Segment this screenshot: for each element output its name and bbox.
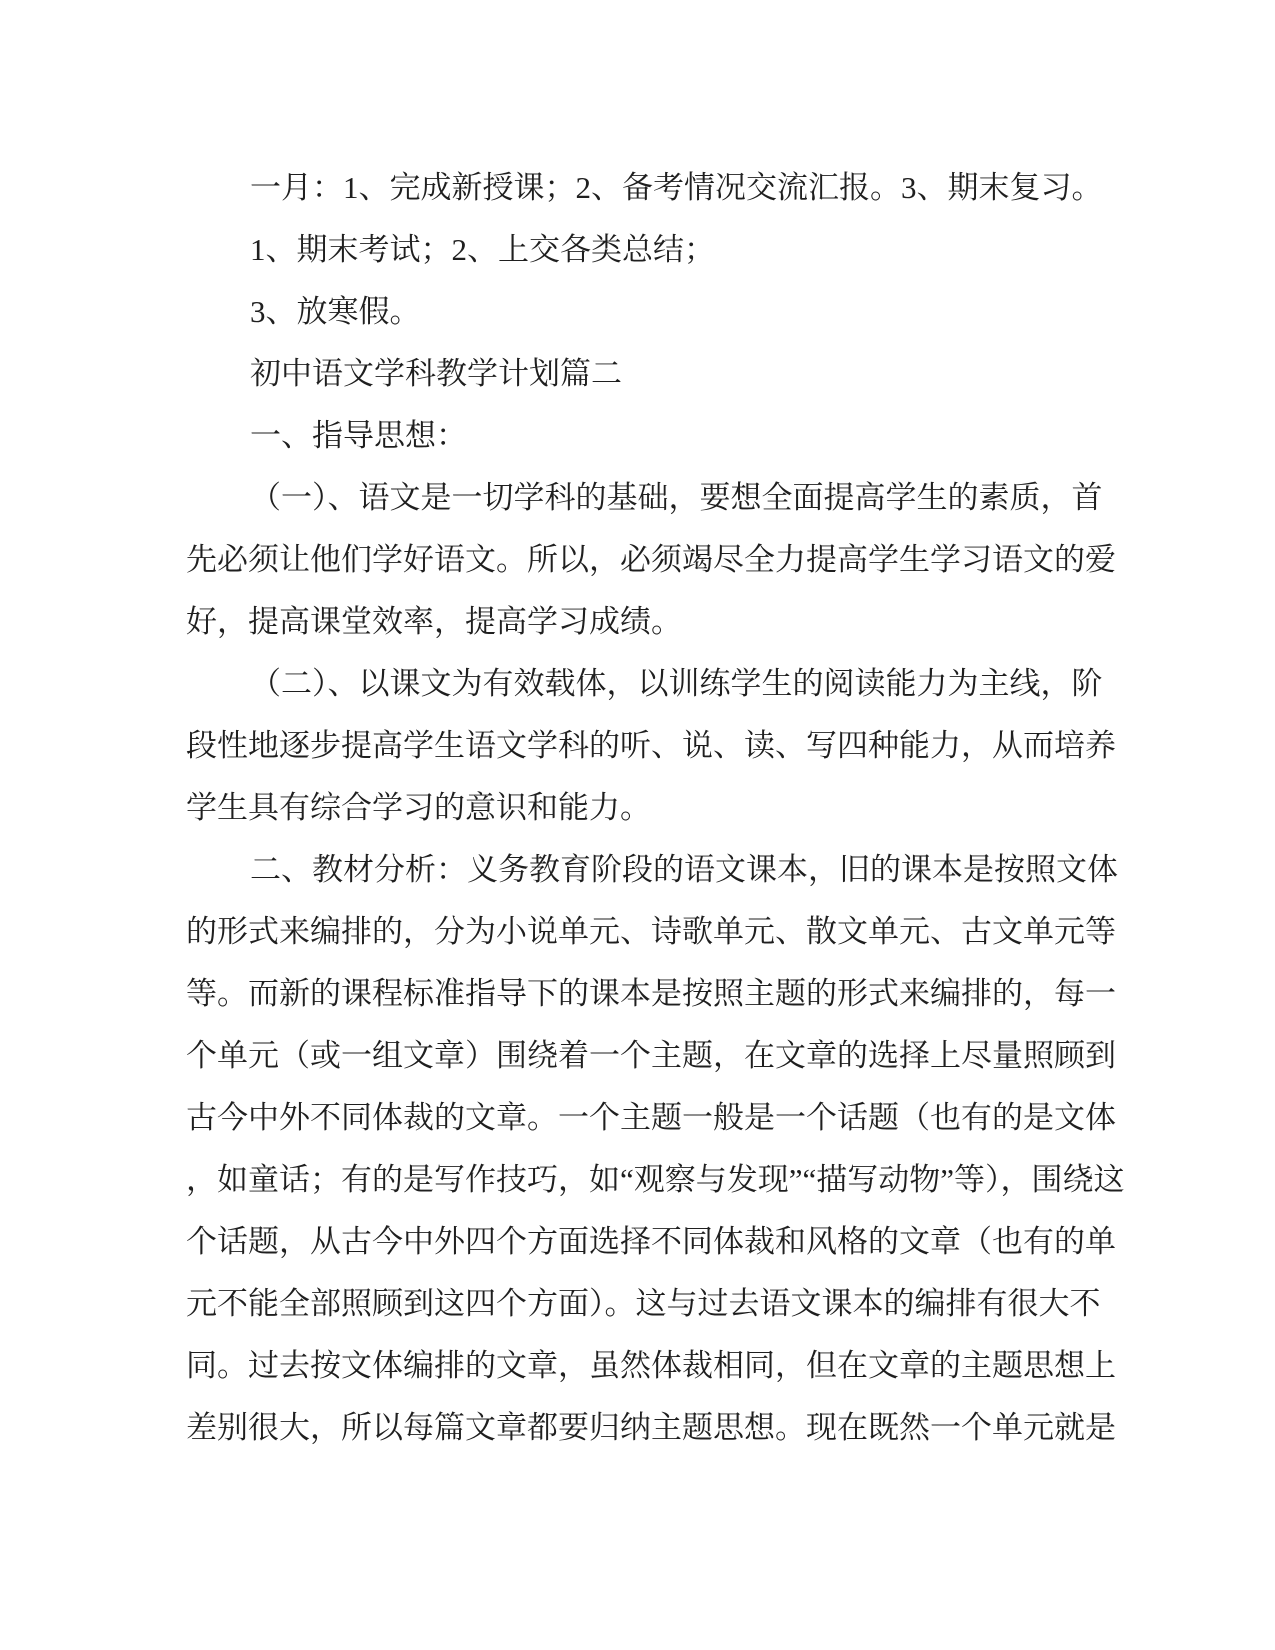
text-line: 同。过去按文体编排的文章，虽然体裁相同，但在文章的主题思想上 bbox=[186, 1348, 1116, 1383]
text-line: 初中语文学科教学计划篇二 bbox=[250, 356, 622, 391]
text-line: 古今中外不同体裁的文章。一个主题一般是一个话题（也有的是文体 bbox=[186, 1100, 1116, 1135]
text-line: 元不能全部照顾到这四个方面）。这与过去语文课本的编排有很大不 bbox=[186, 1286, 1101, 1321]
text-line: （二）、以课文为有效载体，以训练学生的阅读能力为主线，阶 bbox=[250, 666, 1103, 701]
text-line: 等。而新的课程标准指导下的课本是按照主题的形式来编排的，每一 bbox=[186, 976, 1116, 1011]
text-line: 个单元（或一组文章）围绕着一个主题，在文章的选择上尽量照顾到 bbox=[186, 1038, 1116, 1073]
text-line: 1、期末考试；2、上交各类总结； bbox=[250, 232, 715, 267]
text-line: 一月：1、完成新授课；2、备考情况交流汇报。3、期末复习。 bbox=[250, 170, 1103, 205]
text-line: 段性地逐步提高学生语文学科的听、说、读、写四种能力，从而培养 bbox=[186, 728, 1116, 763]
text-line: 的形式来编排的，分为小说单元、诗歌单元、散文单元、古文单元等 bbox=[186, 914, 1116, 949]
text-line: ，如童话；有的是写作技巧，如“观察与发现”“描写动物”等），围绕这 bbox=[186, 1162, 1125, 1197]
text-line: 二、教材分析：义务教育阶段的语文课本，旧的课本是按照文体 bbox=[250, 852, 1118, 887]
text-line: （一）、语文是一切学科的基础，要想全面提高学生的素质，首 bbox=[250, 480, 1103, 515]
text-line: 个话题，从古今中外四个方面选择不同体裁和风格的文章（也有的单 bbox=[186, 1224, 1116, 1259]
text-line: 先必须让他们学好语文。所以，必须竭尽全力提高学生学习语文的爱 bbox=[186, 542, 1116, 577]
text-line: 差别很大，所以每篇文章都要归纳主题思想。现在既然一个单元就是 bbox=[186, 1410, 1116, 1445]
text-line: 3、放寒假。 bbox=[250, 294, 421, 329]
text-line: 好，提高课堂效率，提高学习成绩。 bbox=[186, 604, 682, 639]
text-line: 学生具有综合学习的意识和能力。 bbox=[186, 790, 651, 825]
text-line: 一、指导思想： bbox=[250, 418, 467, 453]
document-body bbox=[186, 157, 1125, 1459]
